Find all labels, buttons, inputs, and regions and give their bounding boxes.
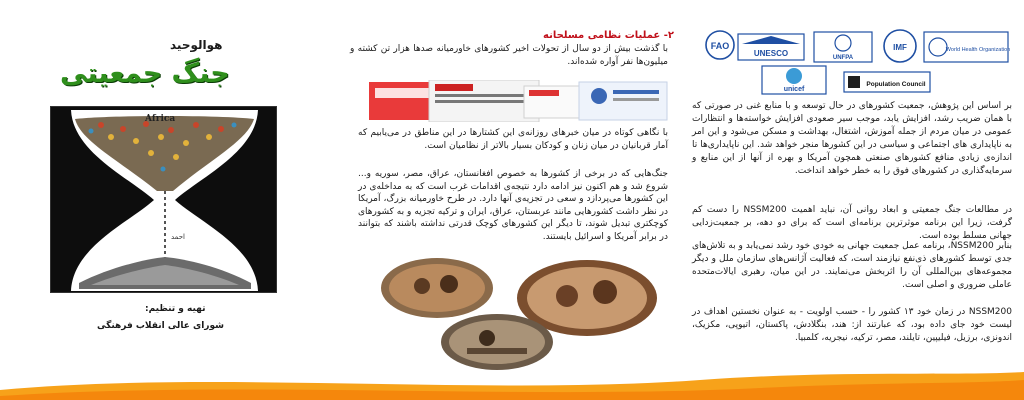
wars-paragraph: جنگ‌هایی که در برخی از کشورها به خصوص افغانستان، عراق، مصر، سوریه و... شروع شد و هم اکنون نیز ادامه دارد نتیجه‌ی اقدامات غرب است که به مداخله‌ی در این کشورها می‌پردازد و سعی در تجزیه‌ی آنها دارد. در طرح خاورمیانه بزرگ، آمریکا در نظر داشت کشورهایی مانند عربستان، عراق، ایران و ترکیه تجزیه و به کشورهای کوچکتری تبدیل شوند، تا دیگر این کشورهای کوچک قدرتی نداشته باشند که بتوانند در برابر آمریکا و اسرائیل بایستند. <box>358 169 668 242</box>
who-logo <box>924 32 1010 62</box>
population-council-logo <box>844 72 930 92</box>
right-panel <box>682 0 1024 368</box>
nssm-program-paragraph: بنابر NSSM200، برنامه عمل جمعیت جهانی به خودی خود رشد نمی‌یابد و به تلاش‌های جدی توسط کشورهای ذی‌نفع نیازمند است، که فعالیت آژانس‌های سازمان ملل و دیگر مجموعه‌های بین‌المللی آن را اثربخش می‌نمایند. در این میان، رهبری ایالات‌متحده عاملی ضروری و اصلی است. <box>692 241 1013 290</box>
svg-text:FAO: FAO <box>710 41 730 51</box>
svg-text:Population Council: Population Council <box>866 81 926 88</box>
research-paragraph: بر اساس این پژوهش، جمعیت کشورهای در حال توسعه و با منابع غنی در صورتی که با همان ضریب رشد، افزایش یابد، موجب سیر صعودی افزایش خواسته‌ها و انتظارات عمومی در میان مردم از جمله آموزش، اشتغال، بهداشت و مسکن می‌شود و این امر به ناپایداری های اجتماعی و سیاسی در این کشورها منجر خواهد شد. این ناپایداری‌ها تا اندازه‌ی زیادی منافع کشورهای صنعتی همچون آمریکا و بهره از آنها از این منابع و سرمایه‌گذاری در کشورهای فوق را به خطر خواهد انداخت. <box>692 101 1012 176</box>
poster-signature: احمد <box>171 233 185 241</box>
prepared-by-label: تهیه و تنظیم: <box>145 304 206 314</box>
unesco-logo <box>738 34 804 60</box>
svg-text:World Health Organization: World Health Organization <box>945 47 1011 53</box>
imf-logo <box>884 30 916 62</box>
unfpa-logo <box>814 32 872 62</box>
svg-text:IMF: IMF <box>893 43 907 52</box>
news-collage-image <box>369 80 669 122</box>
decorative-wave <box>0 366 1024 400</box>
unicef-logo <box>762 66 826 94</box>
children-photo-collage <box>377 258 677 370</box>
cover-panel <box>0 0 341 368</box>
cover-title: جنگ جمعیتی <box>60 58 230 89</box>
hourglass-poster <box>50 106 277 293</box>
organization-name: شورای عالی انقلاب فرهنگی <box>97 321 224 331</box>
hourglass-illustration <box>51 107 277 293</box>
nssm-importance-paragraph: در مطالعات جنگ جمعیتی و ابعاد روانی آن، نباید اهمیت NSSM200 را دست کم گرفت، زیرا این برنامه موثرترین برنامه‌ای است که برای دو دهه، بر جمعیت‌زدایی جهانی مسلط بوده است. <box>692 205 1012 241</box>
fao-logo <box>706 31 734 59</box>
intro-paragraph: با گذشت بیش از دو سال از تحولات اخیر کشورهای خاورمیانه صدها هزار تن کشته و میلیون‌ها نفر آواره شده‌اند. <box>350 44 668 67</box>
poster-caption: Africa <box>145 114 176 124</box>
observation-paragraph: با نگاهی کوتاه در میان خبرهای روزانه‌ی این کشتارها در این مناطق در می‌یابیم که آمار قربانیان در میان زنان و کودکان بسیار بالاتر از نظامیان است. <box>358 128 668 151</box>
svg-text:UNFPA: UNFPA <box>832 55 854 61</box>
organization-logos <box>702 28 1012 96</box>
middle-panel <box>341 0 682 368</box>
svg-text:unicef: unicef <box>783 86 805 93</box>
section-heading: ۲- عملیات نظامی مسلحانه <box>543 30 674 41</box>
svg-text:UNESCO: UNESCO <box>753 49 789 58</box>
author-line: هوالوحید <box>170 38 223 52</box>
nssm-target-countries-paragraph: NSSM200 در زمان خود ۱۳ کشور را - حسب اولویت - به عنوان نخستین اهداف در لیست خود جای داده بود، که عبارتند از: هند، بنگلادش، پاکستان، اتیوپی، مکزیک، اندونزی، برزیل، فیلیپین، تایلند، مصر، ترکیه، نیجریه، کلمبیا. <box>692 307 1012 343</box>
